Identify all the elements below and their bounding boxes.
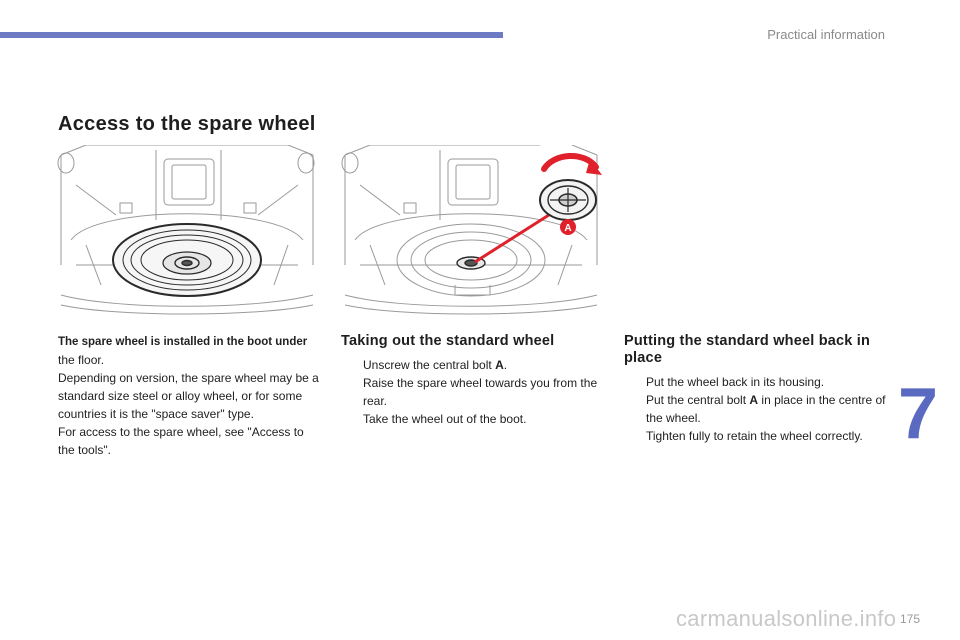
boot-illustration-2 — [340, 145, 602, 317]
take-out-step-3 — [341, 410, 603, 428]
header-accent-bar — [0, 32, 503, 38]
step-text-pre: Put the central bolt — [646, 393, 750, 407]
figure-unscrew-bolt — [340, 145, 602, 317]
step-text-post: . — [503, 358, 508, 372]
step-text: Take the wheel out of the boot. — [363, 412, 527, 426]
put-back-step-2 — [624, 391, 894, 427]
put-back-step-1 — [624, 373, 894, 391]
page-number: 175 — [900, 612, 921, 626]
boot-illustration-1 — [56, 145, 318, 317]
page-title: Access to the spare wheel — [58, 113, 316, 135]
put-back-step-3 — [624, 427, 894, 445]
intro-lead: The spare wheel is installed in the boot under — [58, 336, 308, 348]
rotation-arrow-icon — [544, 156, 602, 175]
step-text: Tighten fully to retain the wheel correctly. — [646, 429, 863, 443]
figure-boot-spare-wheel — [56, 145, 318, 317]
step-text-post: in place in the centre of the wheel. — [646, 393, 886, 425]
put-back-heading: Putting the standard wheel back in place — [624, 333, 871, 366]
take-out-column — [341, 333, 603, 428]
step-text-pre: Unscrew the central bolt — [363, 358, 496, 372]
header-section-title: Practical information — [767, 27, 885, 42]
step-text: Raise the spare wheel towards you from the rear. — [363, 376, 598, 408]
step-text: Put the wheel back in its housing. — [646, 375, 825, 389]
intro-column — [58, 333, 320, 459]
intro-text-1: the floor. — [58, 353, 105, 367]
intro-text-2: Depending on version, the spare wheel may be a standard size steel or alloy wheel, or for some countries it is the "space saver" type. — [58, 371, 319, 421]
take-out-step-1 — [341, 356, 603, 374]
take-out-step-2 — [341, 374, 603, 410]
intro-text-3: For access to the spare wheel, see "Access to the tools". — [58, 425, 304, 457]
bolt-label: A — [749, 393, 759, 407]
chapter-number: 7 — [898, 374, 939, 454]
bolt-label: A — [495, 358, 504, 372]
callout-label-a: A — [564, 223, 572, 234]
put-back-column — [624, 333, 894, 445]
take-out-heading: Taking out the standard wheel — [341, 333, 555, 349]
watermark-text: carmanualsonline.info — [676, 606, 897, 631]
put-back-steps — [624, 373, 894, 445]
take-out-steps — [341, 356, 603, 428]
